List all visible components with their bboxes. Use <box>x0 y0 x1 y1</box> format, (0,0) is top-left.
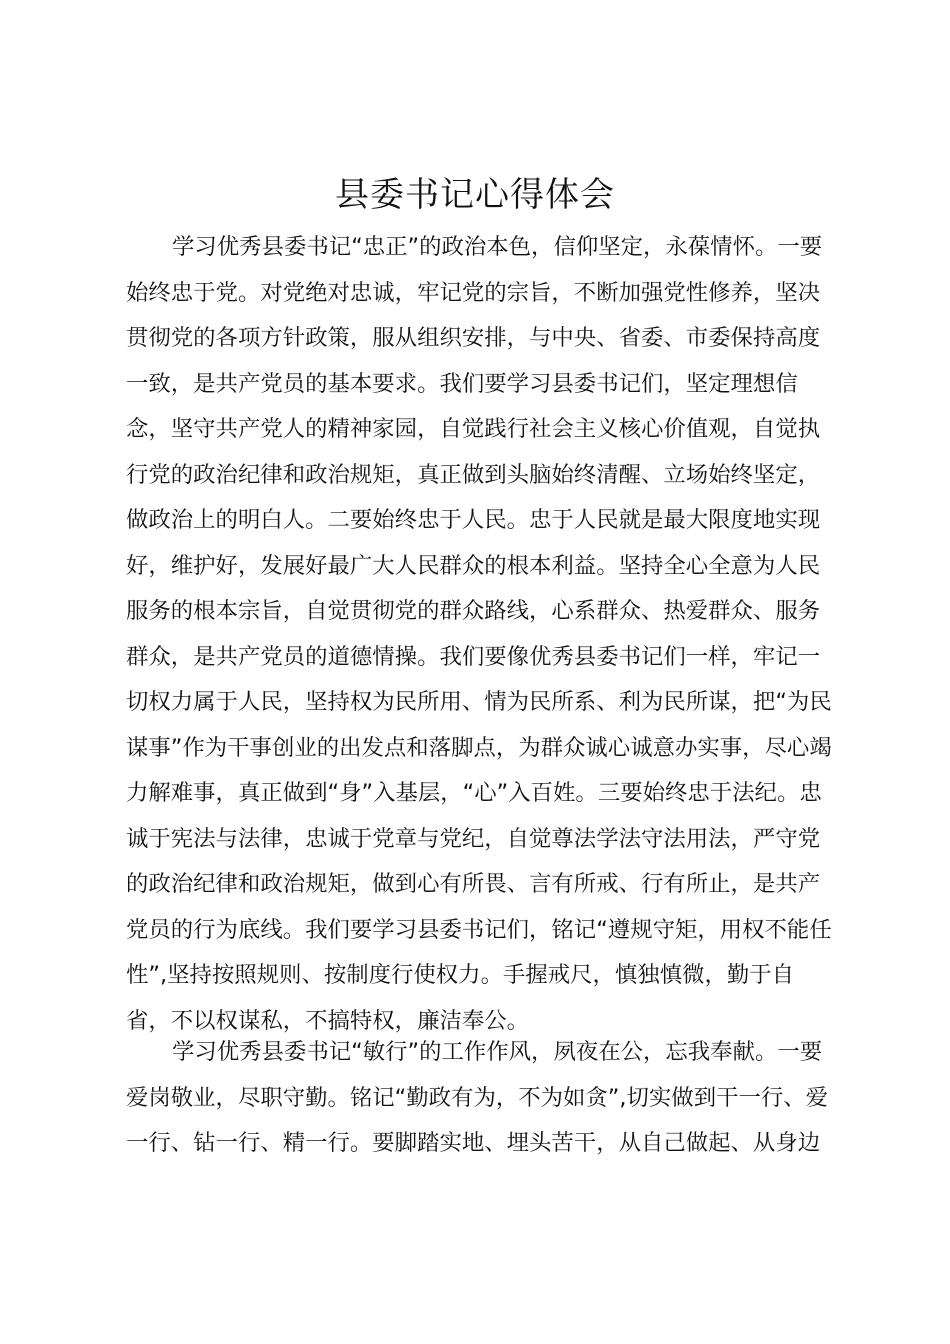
text-line: 省，不以权谋私，不搞特权，廉洁奉公。 <box>126 1007 530 1034</box>
text-line: 诚于宪法与法律，忠诚于党章与党纪，自觉尊法学法守法用法，严守党 <box>126 825 821 852</box>
text-line: 行党的政治纪律和政治规矩，真正做到头脑始终清醒、立场始终坚定， <box>126 461 821 488</box>
text-line: 爱岗敬业，尽职守勤。铭记“勤政有为，不为如贪”,切实做到干一行、爱 <box>126 1084 829 1111</box>
paragraph-2 <box>126 1030 832 1167</box>
text-line: 力解难事，真正做到“身”入基层，“心”入百姓。三要始终忠于法纪。忠 <box>126 780 822 806</box>
text-line: 群众，是共产党员的道德情操。我们要像优秀县委书记们一样，牢记一 <box>126 643 821 670</box>
text-line: 服务的根本宗旨，自觉贯彻党的群众路线，心系群众、热爱群众、服务 <box>126 598 821 624</box>
text-line: 党员的行为底线。我们要学习县委书记们，铭记“遵规守矩，用权不能任 <box>126 916 832 943</box>
text-line: 学习优秀县委书记“忠正”的政治本色，信仰坚定，永葆情怀。一要 <box>172 234 823 260</box>
text-line: 学习优秀县委书记“敏行”的工作作风，夙夜在公，忘我奉献。一要 <box>172 1039 823 1065</box>
text-line: 性”,坚持按照规则、按制度行使权力。手握戒尺，慎独慎微，勤于自 <box>126 962 795 988</box>
text-line: 好，维护好，发展好最广大人民群众的根本利益。坚持全心全意为人民 <box>126 552 821 579</box>
text-line: 贯彻党的各项方针政策，服从组织安排，与中央、省委、市委保持高度 <box>126 325 821 351</box>
text-line: 始终忠于党。对党绝对忠诚，牢记党的宗旨，不断加强党性修养，坚决 <box>126 279 821 306</box>
text-line: 一致，是共产党员的基本要求。我们要学习县委书记们，坚定理想信 <box>126 370 798 397</box>
text-line: 念，坚守共产党人的精神家园，自觉践行社会主义核心价值观，自觉执 <box>126 416 821 442</box>
text-line: 一行、钻一行、精一行。要脚踏实地、埋头苦干，从自己做起、从身边 <box>126 1130 821 1156</box>
document-title: 县委书记心得体会 <box>335 175 615 215</box>
text-line: 做政治上的明白人。二要始终忠于人民。忠于人民就是最大限度地实现 <box>126 507 821 533</box>
text-line: 切权力属于人民，坚持权为民所用、情为民所系、利为民所谋，把“为民 <box>126 689 832 715</box>
text-line: 的政治纪律和政治规矩，做到心有所畏、言有所戒、行有所止，是共产 <box>126 871 821 897</box>
paragraph-1 <box>126 225 832 1044</box>
text-line: 谋事”作为干事创业的出发点和落脚点，为群众诚心诚意办实事，尽心竭 <box>126 734 832 761</box>
